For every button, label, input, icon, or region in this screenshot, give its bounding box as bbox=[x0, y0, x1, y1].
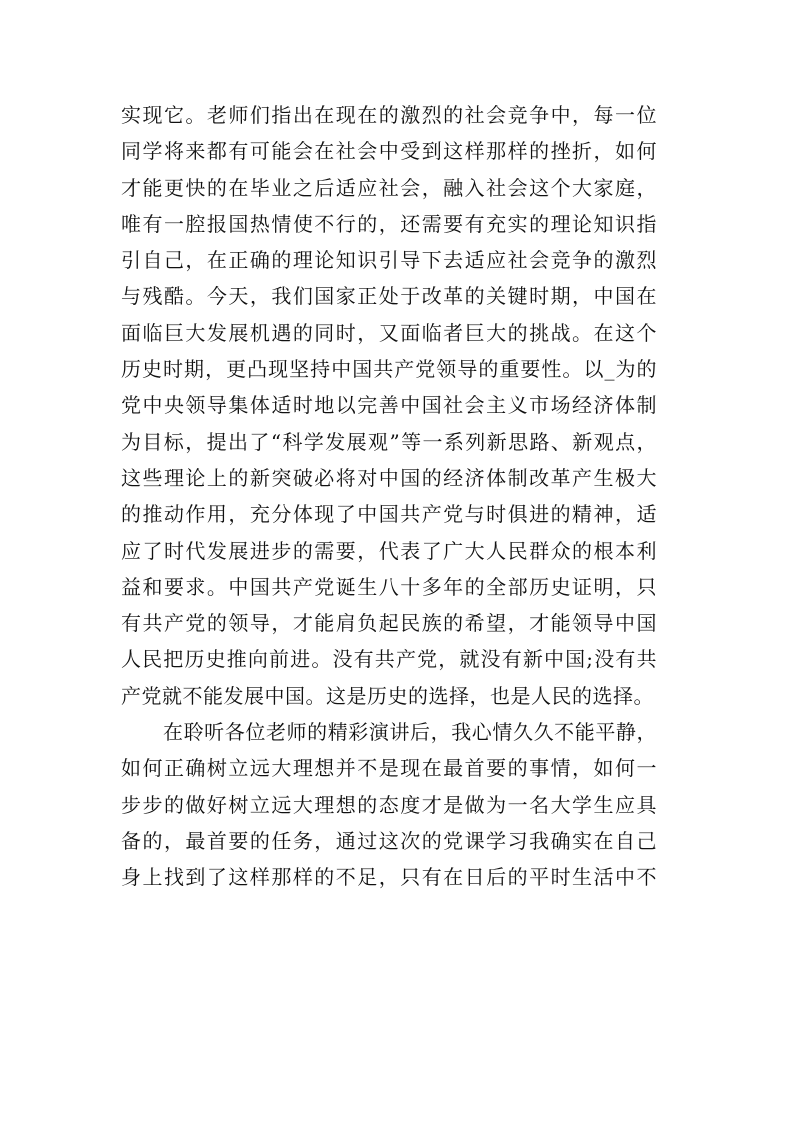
text-line: 与残酷。今天，我们国家正处于改革的关键时期，中国在 bbox=[121, 284, 657, 309]
text-line: 人民把历史推向前进。没有共产党，就没有新中国;没有共 bbox=[121, 647, 657, 672]
text-line: 引自己，在正确的理论知识引导下去适应社会竞争的激烈 bbox=[121, 248, 657, 273]
text-line: 身上找到了这样那样的不足，只有在日后的平时生活中不 bbox=[121, 865, 657, 890]
text-line: 实现它。老师们指出在现在的激烈的社会竞争中，每一位 bbox=[121, 103, 657, 127]
text-line: 如何正确树立远大理想并不是现在最首要的事情，如何一 bbox=[121, 756, 657, 781]
paragraph-end-line: 产党就不能发展中国。这是历史的选择，也是人民的选择。 bbox=[121, 683, 654, 708]
text-line: 应了时代发展进步的需要，代表了广大人民群众的根本利 bbox=[121, 538, 657, 563]
text-line: 这些理论上的新突破必将对中国的经济体制改革产生极大 bbox=[121, 465, 657, 490]
text-line: 历史时期，更凸现坚持中国共产党领导的重要性。以_为的 bbox=[121, 357, 657, 382]
text-line: 有共产党的领导，才能肩负起民族的希望，才能领导中国 bbox=[121, 611, 657, 636]
text-line: 才能更快的在毕业之后适应社会，融入社会这个大家庭， bbox=[121, 175, 657, 200]
text-line: 益和要求。中国共产党诞生八十多年的全部历史证明，只 bbox=[121, 574, 657, 599]
text-line: 步步的做好树立远大理想的态度才是做为一名大学生应具 bbox=[121, 792, 657, 817]
text-line: 的推动作用，充分体现了中国共产党与时俱进的精神，适 bbox=[121, 502, 657, 527]
text-line: 面临巨大发展机遇的同时，又面临者巨大的挑战。在这个 bbox=[121, 320, 657, 345]
paragraph-start-line: 在聆听各位老师的精彩演讲后，我心情久久不能平静， bbox=[163, 720, 657, 745]
text-line: 同学将来都有可能会在社会中受到这样那样的挫折，如何 bbox=[121, 139, 657, 164]
text-line: 唯有一腔报国热情使不行的，还需要有充实的理论知识指 bbox=[121, 211, 657, 236]
document-body-text bbox=[121, 97, 657, 896]
text-line: 党中央领导集体适时地以完善中国社会主义市场经济体制 bbox=[121, 393, 657, 418]
text-line: 备的，最首要的任务，通过这次的党课学习我确实在自己 bbox=[121, 828, 657, 853]
text-line: 为目标，提出了“科学发展观”等一系列新思路、新观点， bbox=[121, 429, 657, 454]
